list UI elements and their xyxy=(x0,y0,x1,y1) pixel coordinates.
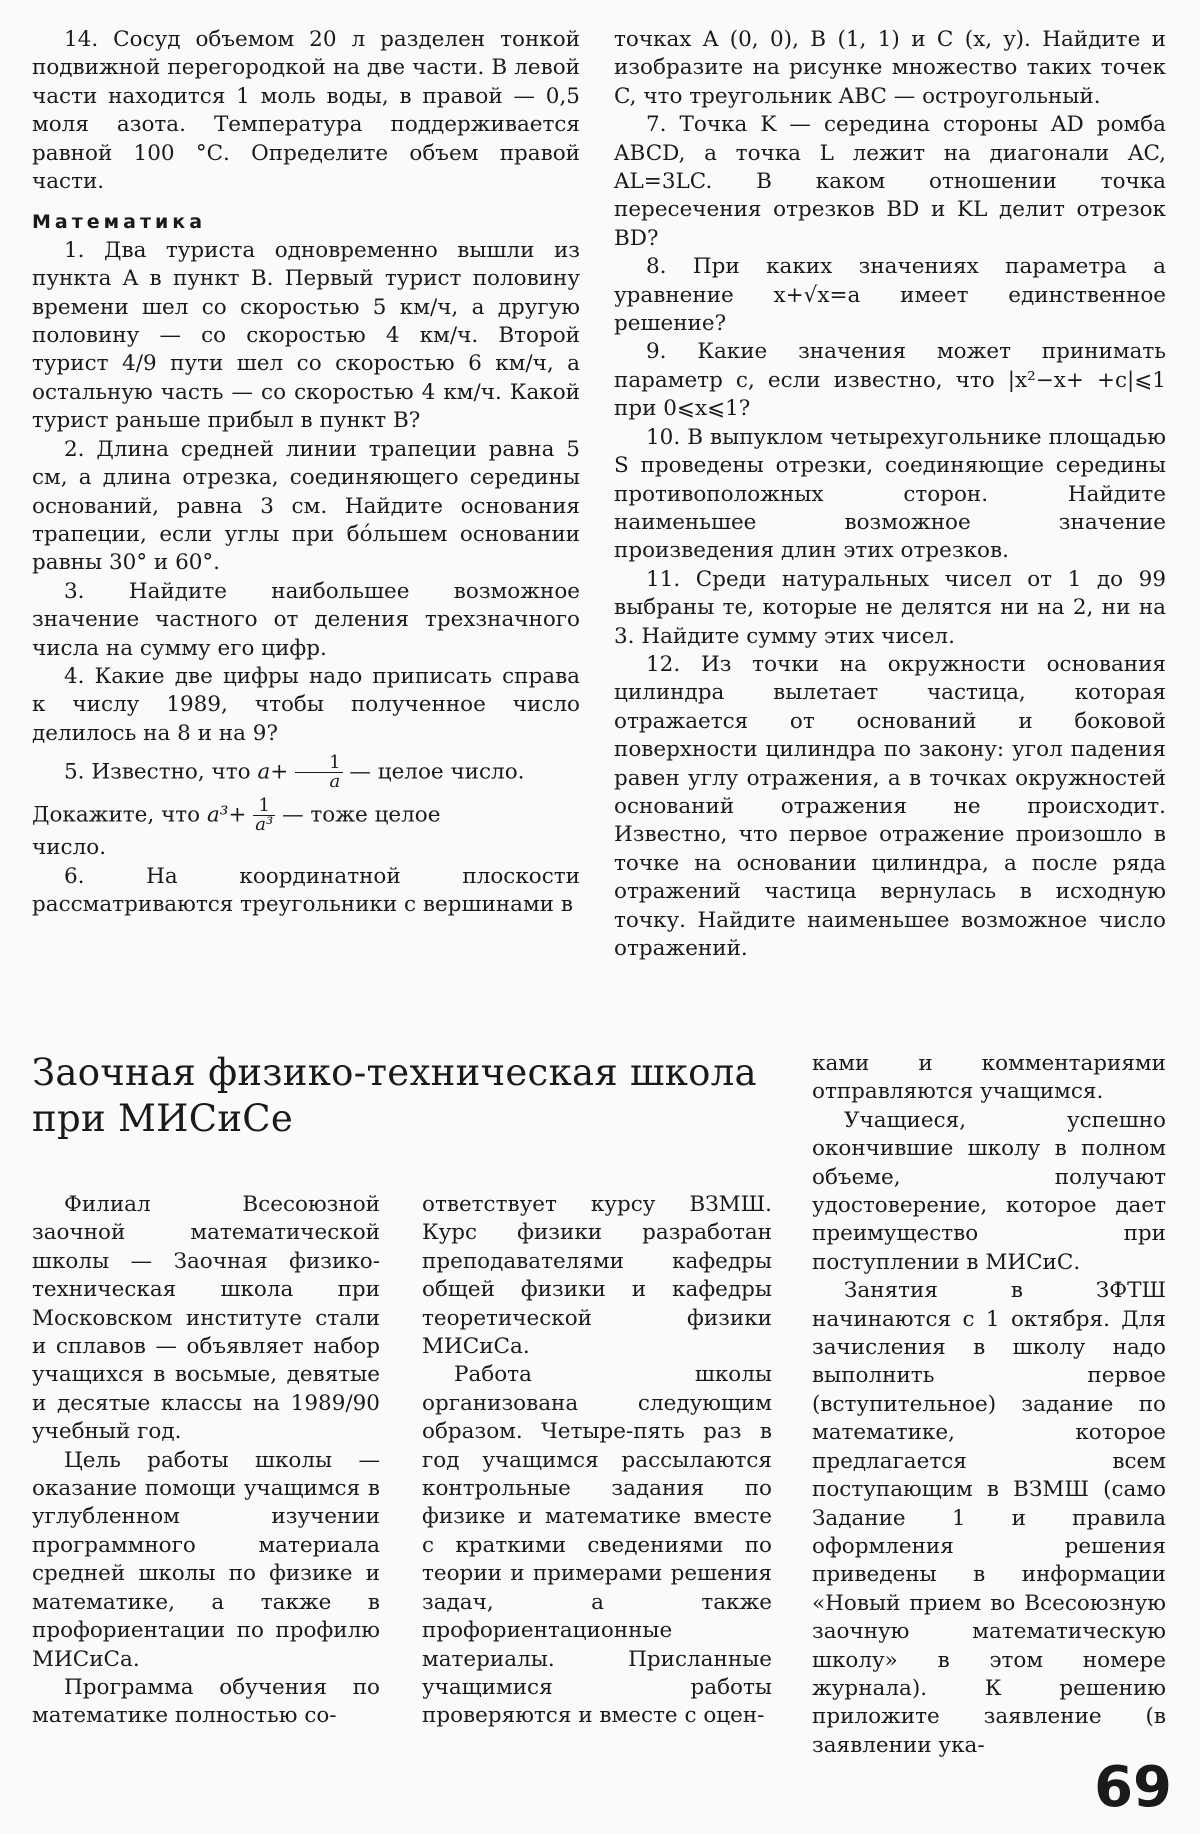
problem-11: 11. Среди натуральных чисел от 1 до 99 выбраны те, которые не делятся ни на 2, ни на 3. Найдите сумму этих чисел. xyxy=(614,566,1166,649)
problem-5-prove-text: Докажите, что xyxy=(32,802,201,828)
problem-6-continued: точках A (0, 0), B (1, 1) и C (x, y). Найдите и изобразите на рисунке множество таких точек C, что треугольник ABC — остроугольный. xyxy=(614,27,1166,109)
problem-5-expr1: a+ xyxy=(257,759,289,785)
problem-12: 12. Из точки на окружности основания цилиндра вылетает частица, которая отражается от оснований и боковой поверхности цилиндра по закону: угол падения равен углу отражения, а в точках окружностей оснований отражения не происходит. Известно, что первое отражение произошло в точке на основании цилиндра, а после ряда отражений частица вернулась в исходную точку. Найдите наименьшее возможное число отражений. xyxy=(614,651,1166,961)
frac1-num: 1 xyxy=(295,754,342,773)
top-left-column xyxy=(32,26,580,919)
problem-7: 7. Точка K — середина стороны AD ромба ABCD, а точка L лежит на диагонали AC, AL=3LC. В каком отношении точка пересечения отрезков BD и KL делит отрезок BD? xyxy=(614,112,1166,251)
frac2-num: 1 xyxy=(253,797,275,816)
problem-5 xyxy=(32,754,580,791)
article-title: Заочная физико-техническая школа при МИСиСе xyxy=(32,1051,757,1140)
problem-5-tail: число. xyxy=(32,835,107,861)
problem-5-prove xyxy=(32,797,580,834)
article-column-1 xyxy=(32,1191,380,1731)
problem-1: 1. Два туриста одновременно вышли из пункта A в пункт B. Первый турист половину времени шел со скоростью 5 км/ч, а другую половину — со скоростью 4 км/ч. Второй турист 4/9 пути шел со скоростью 6 км/ч, а остальную часть — со скоростью 4 км/ч. Какой турист раньше прибыл в пункт B? xyxy=(32,237,580,434)
frac1-den: a xyxy=(329,771,341,793)
problem-4: 4. Какие две цифры надо приписать справа к числу 1989, чтобы полученное число делилось на 8 и на 9? xyxy=(32,663,580,746)
problem-8: 8. При каких значениях параметра a уравнение x+√x=a имеет единственное решение? xyxy=(614,254,1166,337)
page-number: 69 xyxy=(1094,1755,1172,1820)
article-col3-p2: Учащиеся, успешно окончившие школу в полном объеме, получают удостоверение, которое дает преимущество при поступлении в МИСиС. xyxy=(812,1107,1166,1275)
article-col3-p1: ками и комментариями отправляются учащимся. xyxy=(812,1051,1166,1105)
problem-6: 6. На координатной плоскости рассматриваются треугольники с вершинами в xyxy=(32,863,580,917)
problem-5-mid: — целое число. xyxy=(349,759,525,785)
article-col1-p1: Филиал Всесоюзной заочной математической школы — Заочная физико-техническая школа при Московском институте стали и сплавов — объявляет набор учащихся в восьмые, девятые и десятые классы на 1989/90 учебный год. xyxy=(32,1192,380,1445)
fraction-1-over-a xyxy=(295,754,342,791)
problem-10: 10. В выпуклом четырехугольнике площадью S проведены отрезки, соединяющие середины противоположных сторон. Найдите наименьшее возможное значение произведения длин этих отрезков. xyxy=(614,424,1166,564)
section-heading-math: Математика xyxy=(32,211,207,234)
article-col3-p3: Занятия в ЗФТШ начинаются с 1 октября. Для зачисления в школу надо выполнить первое (вступительное) задание по математике, которое предлагается всем поступающим в ВЗМШ (само Задание 1 и правила оформления решения приведены в информации «Новый прием во Всесоюзную заочную математическую школу» в этом номере журнала). К решению приложите заявление (в заявлении ука- xyxy=(812,1278,1166,1758)
article-column-2 xyxy=(422,1191,772,1731)
problem-3: 3. Найдите наибольшее возможное значение частного от деления трехзначного числа на сумму его цифр. xyxy=(32,578,580,661)
problem-9: 9. Какие значения может принимать параметр c, если известно, что |x²−x+ +c|⩽1 при 0⩽x⩽1? xyxy=(614,339,1166,422)
problem-5-start: 5. Известно, что xyxy=(64,759,251,785)
problem-2: 2. Длина средней линии трапеции равна 5 см, а длина отрезка, соединяющего середины оснований, равна 3 см. Найдите основания трапеции, если углы при бо́льшем основании равны 30° и 60°. xyxy=(32,436,580,576)
problem-14: 14. Сосуд объемом 20 л разделен тонкой подвижной перегородкой на две части. В левой части находится 1 моль воды, в правой — 0,5 моля азота. Температура поддерживается равной 100 °С. Определите объем правой части. xyxy=(32,27,580,195)
problem-5-end: — тоже целое xyxy=(282,802,441,828)
article-col1-p2: Цель работы школы — оказание помощи учащимся в углубленном изучении программного материала средней школы по физике и математике, а также в профориентации по профилю МИСиСа. xyxy=(32,1447,380,1672)
article-col2-p2: Работа школы организована следующим образом. Четыре-пять раз в год учащимся рассылаются контрольные задания по физике и математике вместе с краткими сведениями по теории и примерами решения задач, а также профориентационные материалы. Присланные учащимися работы проверяются и вместе с оцен- xyxy=(422,1362,772,1729)
fraction-1-over-a3 xyxy=(253,797,275,834)
article-column-3 xyxy=(812,1050,1166,1760)
problem-5-expr2: a³+ xyxy=(206,802,247,828)
top-right-column xyxy=(614,26,1166,963)
frac2-den: a³ xyxy=(255,814,274,836)
article-col1-p3: Программа обучения по математике полностью со- xyxy=(32,1674,380,1729)
article-col2-p1: ответствует курсу ВЗМШ. Курс физики разработан преподавателями кафедры общей физики и кафедры теоретической физики МИСиСа. xyxy=(422,1192,772,1360)
